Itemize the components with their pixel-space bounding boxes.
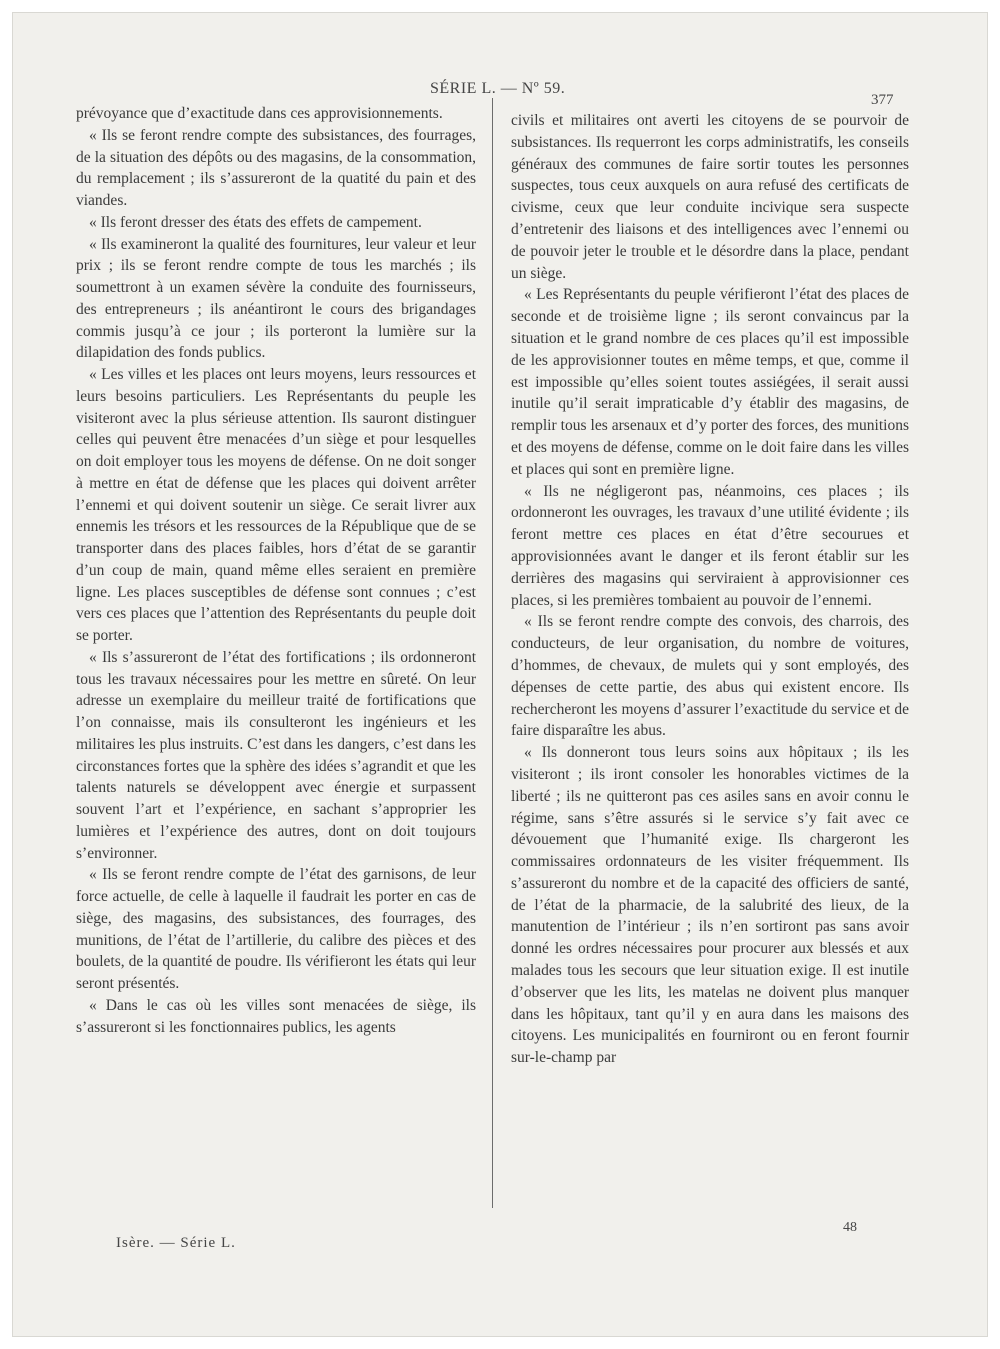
right-column: [511, 110, 909, 1069]
left-column: [76, 103, 476, 1038]
signature-mark: 48: [843, 1220, 857, 1235]
column-divider: [492, 98, 493, 1208]
paragraph: civils et militaires ont averti les citoyens de se pourvoir de subsistances. Ils requerront les corps administratifs, les conseils généraux des communes de faire sortir toutes les personnes suspectes, tous ceux auxquels on aura refusé des certificats de civisme, ceux que leur conduite incivique sera suspecte d’entretenir des liaisons et des intelligences avec l’ennemi ou de pouvoir jeter le trouble et le désordre dans la place, pendant un siège.: [511, 112, 909, 282]
paragraph: « Ils se feront rendre compte des convois, des charrois, des conducteurs, de leur organisation, du nombre de voitures, d’hommes, de chevaux, de mulets qui y sont employés, des dépenses de cette partie, des abus qui existent encore. Ils rechercheront les moyens d’assurer l’exactitude du service et de faire disparaître les abus.: [511, 613, 909, 740]
paragraph: « Ils se feront rendre compte des subsistances, des fourrages, de la situation des dépôts ou des magasins, de la consommation, du remplacement ; ils s’assureront de la quatité du pain et des viandes.: [76, 126, 476, 209]
page-number: 377: [871, 92, 894, 108]
paragraph: « Ils donneront tous leurs soins aux hôpitaux ; ils les visiteront ; ils iront consoler les honorables victimes de la liberté ; ils ne quitteront pas ces asiles sans en avoir connu le régime, sans s’être assurés si le service s’y fait avec ce dévouement que l’humanité exige. Ils chargeront les commissaires ordonnateurs de les visiter fréquemment. Ils s’assureront du nombre et de la capacité des officiers de santé, de l’état de la pharmacie, de la salubrité des lieux, de la manutention de l’intérieur ; ils n’en sortiront pas sans avoir donné les ordres nécessaires pour procurer aux blessés et aux malades tous les secours que leur situation exige. Il est inutile d’observer que les lits, les matelas ne doivent plus manquer dans les hôpitaux, tant qu’il y en aura dans les maisons des citoyens. Les municipalités en fourniront ou en feront fournir sur-le-champ par: [511, 744, 909, 1067]
paragraph: « Les Représentants du peuple vérifieront l’état des places de seconde et de troisième ligne ; ils seront convaincus par la situation et le grand nombre de ces places qu’il est impossible de les approvisionner toutes en même temps, et que, comme il est impossible qu’elles soient toutes assiégées, il serait aussi inutile qu’il serait impraticable d’y établir des magasins, de remplir tous les arsenaux et d’y porter des forces, des munitions et des moyens de défense, comme on le doit faire dans les villes et places qui sont en première ligne.: [511, 286, 909, 478]
paragraph: « Ils feront dresser des états des effets de campement.: [89, 213, 422, 231]
paragraph: « Ils ne négligeront pas, néanmoins, ces places ; ils ordonneront les ouvrages, les travaux d’une utilité évidente ; ils feront mettre ces places en état d’être secourues et approvisionnées avant le danger et ils feront établir sur les derrières des magasins qui serviraient à approvisionner ces places, si les premières tombaient au pouvoir de l’ennemi.: [511, 482, 909, 609]
paragraph: prévoyance que d’exactitude dans ces approvisionnements.: [76, 105, 443, 122]
paragraph: « Ils s’assureront de l’état des fortifications ; ils ordonneront tous les travaux nécessaires pour les mettre en sûreté. On leur adresse un exemplaire du meilleur traité de fortifications que l’on connaisse, mais ils consulteront les ingénieurs et les militaires les plus instruits. C’est dans les dangers, c’est dans les circonstances fortes que la sphère des idées s’agrandit et que les talents naturels se développent avec énergie et surpassent souvent l’art et l’expérience, en sachant s’approprier les lumières et l’expérience des autres, dont on doit toujours s’environner.: [76, 648, 476, 862]
paragraph: « Dans le cas où les villes sont menacées de siège, ils s’assureront si les fonctionnaires publics, les agents: [76, 996, 476, 1036]
footer-series: Isère. — Série L.: [116, 1235, 236, 1251]
paragraph: « Ils examineront la qualité des fournitures, leur valeur et leur prix ; ils se feront rendre compte de tous les marchés ; ils soumettront à un examen sévère la conduite des fournisseurs, des entrepreneurs ; ils anéantiront le cours des brigandages commis jusqu’à ce jour ; ils porteront la lumière sur la dilapidation des fonds publics.: [76, 235, 476, 362]
paragraph: « Ils se feront rendre compte de l’état des garnisons, de leur force actuelle, de celle à laquelle il faudrait les porter en cas de siège, des magasins, des subsistances, des fourrages, des munitions, de l’état de l’artillerie, du calibre des pièces et des boulets, de la quantité de poudre. Ils vérifieront les états qui leur seront présentés.: [76, 866, 476, 992]
running-header: SÉRIE L. — Nº 59.: [430, 80, 566, 97]
paragraph: « Les villes et les places ont leurs moyens, leurs ressources et leurs besoins particuliers. Les Représentants du peuple les visiteront avec la plus sérieuse attention. Ils sauront distinguer celles qui peuvent être menacées d’un siège et pour lesquelles on doit employer tous les moyens de défense. On ne doit songer à mettre en état de défense que les places qui doivent arrêter l’ennemi et qui doivent soutenir un siège. Ce serait livrer aux ennemis les trésors et les ressources de la République que de se transporter dans des places faibles, hors d’état de se garantir d’un coup de main, quand même elles seraient en première ligne. Les places susceptibles de défense sont connues ; c’est vers ces places que l’attention des Représentants du peuple doit se porter.: [76, 366, 476, 644]
